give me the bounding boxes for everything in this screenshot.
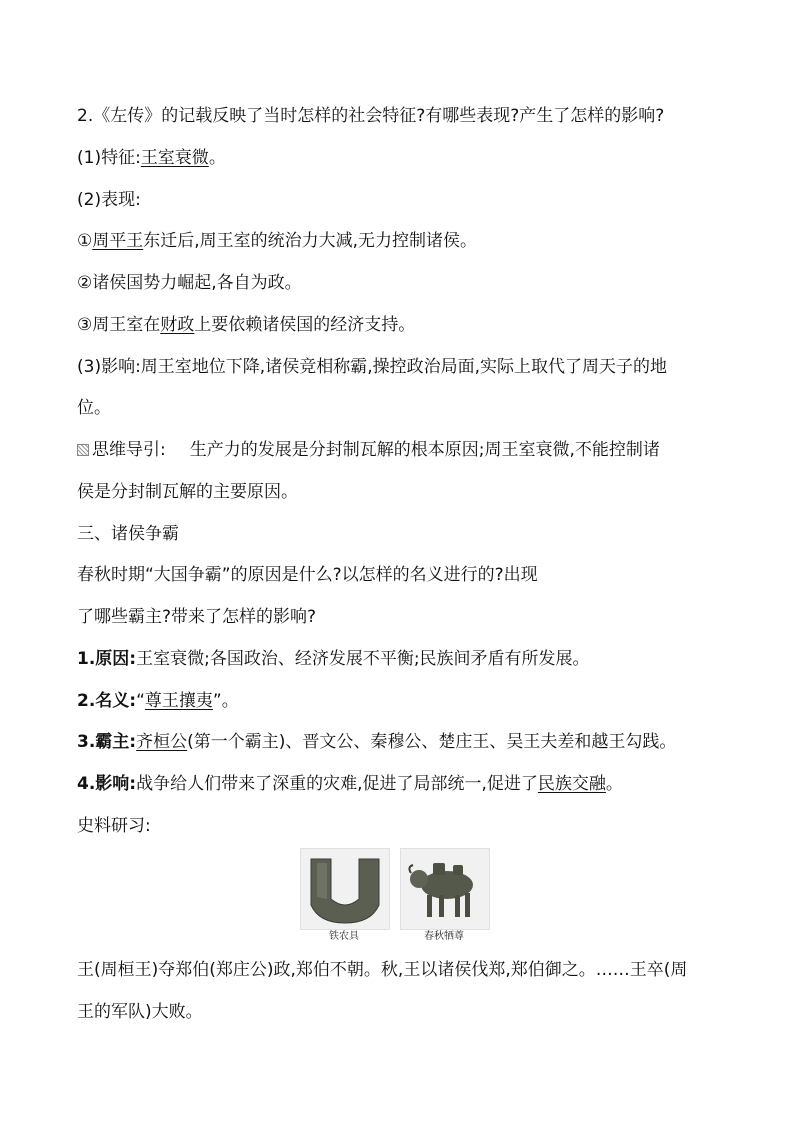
iron-tool-image (300, 848, 390, 930)
reason-line (77, 647, 727, 671)
name-label: 2.名义: (77, 691, 137, 711)
influence-underlined: 民族交融 (537, 774, 606, 794)
figure-panel (300, 848, 492, 944)
influence-post: 。 (605, 774, 623, 794)
feature-end: 。 (208, 148, 226, 168)
feature-label: (1)特征: (77, 148, 141, 168)
guide-label: 思维导引: (92, 440, 166, 460)
biaoxian-item-2: ②诸侯国势力崛起,各自为政。 (77, 273, 302, 293)
item-3-post: 上要依赖诸侯国的经济支持。 (194, 315, 416, 335)
name-post: ”。 (212, 691, 239, 711)
item-1-marker: ① (77, 231, 93, 251)
section-3-heading: 三、诸侯争霸 (77, 524, 179, 544)
reason-text: 王室衰微;各国政治、经济发展不平衡;民族间矛盾有所发展。 (136, 649, 590, 669)
section-3-question-line-2: 了哪些霸主?带来了怎样的影响? (77, 607, 317, 627)
iron-tool-caption: 铁农具 (329, 931, 359, 942)
ox-vessel-image (400, 848, 490, 930)
name-underlined: 尊王攘夷 (144, 691, 213, 711)
question-2: 2.《左传》的记载反映了当时怎样的社会特征?有哪些表现?产生了怎样的影响? (77, 106, 665, 126)
impact-line-1: (3)影响:周王室地位下降,诸侯竞相称霸,操控政治局面,实际上取代了周天子的地 (77, 357, 668, 377)
guide-line-2: 侯是分封制瓦解的主要原因。 (77, 482, 298, 502)
impact-line-2: 位。 (77, 398, 111, 418)
influence-label: 4.影响: (77, 774, 137, 794)
hegemon-label: 3.霸主: (77, 732, 137, 752)
quote-line-2: 王的军队)大败。 (77, 1002, 203, 1022)
biaoxian-label: (2)表现: (77, 190, 141, 210)
item-1-underlined: 周平王 (92, 231, 144, 251)
study-label: 史料研习: (77, 816, 151, 836)
guide-line-1: 生产力的发展是分封制瓦解的根本原因;周王室衰微,不能控制诸 (189, 440, 660, 460)
biaoxian-item-3 (77, 313, 727, 337)
name-pre: “ (136, 691, 145, 711)
item-3-underlined: 财政 (160, 315, 195, 335)
influence-pre: 战争给人们带来了深重的灾难,促进了局部统一,促进了 (136, 774, 538, 794)
hegemon-underlined: 齐桓公 (136, 732, 188, 752)
item-1-text: 东迁后,周王室的统治力大减,无力控制诸侯。 (143, 231, 478, 251)
hegemon-line (77, 730, 727, 754)
influence-line (77, 772, 727, 796)
quote-line-1: 王(周桓王)夺郑伯(郑庄公)政,郑伯不朝。秋,王以诸侯伐郑,郑伯御之。……王卒(周 (77, 960, 688, 980)
feature-line (77, 146, 727, 170)
ox-vessel-caption: 春秋牺尊 (424, 931, 464, 942)
section-3-question-line-1: 春秋时期“大国争霸”的原因是什么?以怎样的名义进行的?出现 (77, 565, 538, 585)
item-3-pre: ③周王室在 (77, 315, 161, 335)
hegemon-post: (第一个霸主)、晋文公、秦穆公、楚庄王、吴王夫差和越王勾践。 (187, 732, 677, 752)
guide-tag-icon (77, 444, 89, 456)
thinking-guide (77, 438, 727, 462)
name-line (77, 689, 727, 713)
reason-label: 1.原因: (77, 649, 137, 669)
biaoxian-item-1 (77, 229, 727, 253)
feature-value: 王室衰微 (140, 148, 209, 168)
